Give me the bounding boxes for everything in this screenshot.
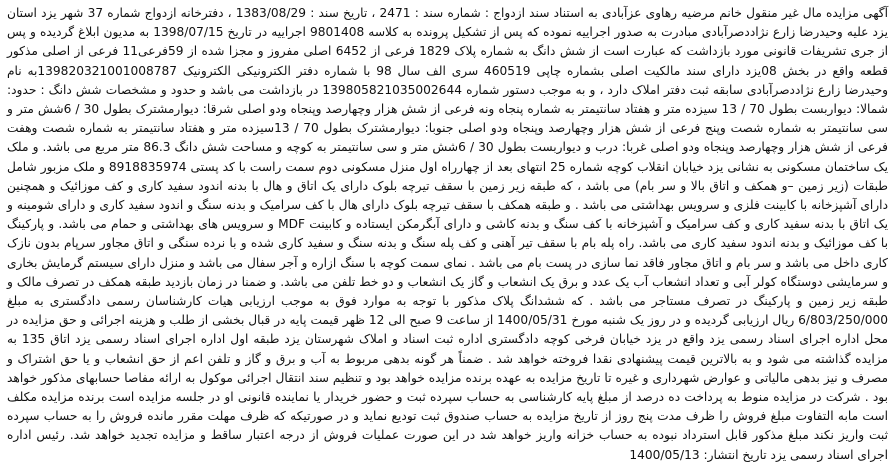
notice-body-text: آگهی مزایده مال غیر منقول خانم مرضیه رهاوی عزآبادی به استناد سند ازدواج : شماره سند : 2471 ، تاریخ سند : 1383/08/29 ، دفترخانه ازدواج شماره 37 شهر یزد استان یزد علیه وحیدرضا زارع نژاددصرآبادی مبادرت به صدور اجراییه نموده که پس از تشکیل پرونده به کلاسه 9801408 اجراییه در تاریخ 1398/07/15 به مدیون ابلاغ گردیده و پس از جری تشریفات قانونی مورد بازداشت که عبارت است از شش دانگ به شماره پلاک 1829 فرعی از 6452 اصلی مفروز و مجزا شده از 59فرعی11 فرعی از اصلی مذکور قطعه واقع در بخش 08یزد دارای سند مالکیت اصلی بشماره چاپی 460519 سری الف سال 98 با شماره دفتر الکترونیکی الکترونیک 139820321001008787به نام وحیدرضا زارع نژاددصرآبادی سابقه ثبت دفتر املاک دارد ، و به موجب دستور شماره 139805821035002644 در بازداشت می باشد و حدود و مشخصات شش دانگ : حدود: شمالا: دیواربست بطول 70 / 13 سیزده متر و هفتاد سانتیمتر به شماره پنجاه ونه فرعی از شش هزار وچهارصد وپنجاه ودو اصلی شرقا: دیوارمشترک بطول 30 / 6شش متر و سی سانتیمتر به شماره شصت وپنج فرعی از شش هزار وچهارصد وپنجاه ودو اصلی جنوبا: دیوارمشترک بطول 70 / 13سیزده متر و هفتاد سانتیمتر به شماره شصت وهفت فرعی از شش هزار وچهارصد وپنجاه ودو اصلی غربا: درب و دیواربست بطول 30 / 6شش متر و سی سانتیمتر به کوچه و مساحت شش دانگ 86.3 متر مربع می باشد. و ملک یک ساختمان مسکونی به نشانی یزد خیابان انقلاب کوچه شماره 25 انتهای بعد از چهارراه اول منزل مسکونی دوم سمت راست با کد پستی 8918835974 و ملک مزبور شامل طبقات (زیر زمین –و همکف و اتاق بالا و سر بام) می باشد ، که طبقه زیر زمین با سقف تیرچه بلوک دارای یک اتاق و هال با بدنه اندود سفید کاری و کف موزائیک و همچنین دارای آشپزخانه با کابینت فلزی و سرویس بهداشتی می باشد . و طبقه همکف با سقف تیرچه بلوک دارای هال با کف سرامیک و بدنه سنگ و اندود سفید کاری و دارای شومینه و یک اتاق با بدنه سفید کاری و کف سرامیک و آشپزخانه با کف سنگ و بدنه کاشی و دارای آبگرمکن ایستاده و کابینت MDF و سرویس های بهداشتی و حمام می باشد. و پارکینگ با کف موزائیک و بدنه اندود سفید کاری می باشد. راه پله بام با سقف تیر آهنی و کف پله سنگ و بدنه سنگ و سفید کاری شده و با نرده سنگی و اتاق مجاور سرپام بدون نازک کاری داخل می باشد و سر بام و اتاق مجاور فاقد نما سازی در پست بام می باشد . نمای سمت کوچه با سنگ ازاره و آجر سفال می باشد و منزل دارای سیستم گرمایش بخاری و سرمایشی دوستگاه کولر آبی و تعداد انشعاب آب یک عدد و برق یک انشعاب و گاز یک انشعاب و دو خط تلفن می باشد. و ضمنا در زمان بازدید طبقه همکف در تصرف مالک و طبقه زیر زمین و پارکینگ در تصرف مستاجر می باشد . که ششدانگ پلاک مذکور با توجه به موارد فوق به موجب ارزیابی هیات کارشناسان رسمی دادگستری به مبلغ 6/803/250/000 ریال ارزیابی گردیده و در روز یک شنبه مورخ 1400/05/31 از ساعت 9 صبح الی 12 ظهر قیمت پایه در قبال بخشی از طلب و هزینه اجرائی و حق مزایده در محل اداره اجرای اسناد رسمی یزد واقع در یزد خیابان فرخی کوچه دادگستری اداره ثبت اسناد و املاک شهرستان یزد طبقه اول اداره اجرای اسناد رسمی یزد اتاق 135 به مزایده گذاشته می شود و به بالاترین قیمت پیشنهادی نقدا فروخته خواهد شد . ضمناً هر گونه بدهی مربوط به آب و برق و گاز و تلفن اعم از حق انشعاب و یا حق اشتراک و مصرف و نیز بدهی مالیاتی و عوارض شهرداری و غیره تا تاریخ مزایده به عهده برنده مزایده خواهد بود و تنظیم سند انتقال اجرائی موکول به ارائه مفاصا حسابهای مذکور خواهد بود . شرکت در مزایده منوط به پرداخت ده درصد از مبلغ پایه کارشناسی به حساب سپرده ثبت و حضور خریدار یا نماینده قانونی او در جلسه مزایده است برنده مزایده مکلف است مابه التفاوت مبلغ فروش را ظرف مدت پنج روز از تاریخ مزایده به حساب صندوق ثبت تودیع نماید و در صورتیکه که ظرف مهلت مقرر مانده فروش را به حساب سپرده ثبت واریز نکند مبلغ مذکور قابل استرداد نبوده به حساب خزانه واریز خواهد شد در این صورت عملیات فروش از درجه اعتبار ساقط و مزایده تجدید خواهد شد. رئیس اداره اجرای اسناد رسمی یزد تاریخ انتشار: 1400/05/13: [7, 6, 889, 462]
